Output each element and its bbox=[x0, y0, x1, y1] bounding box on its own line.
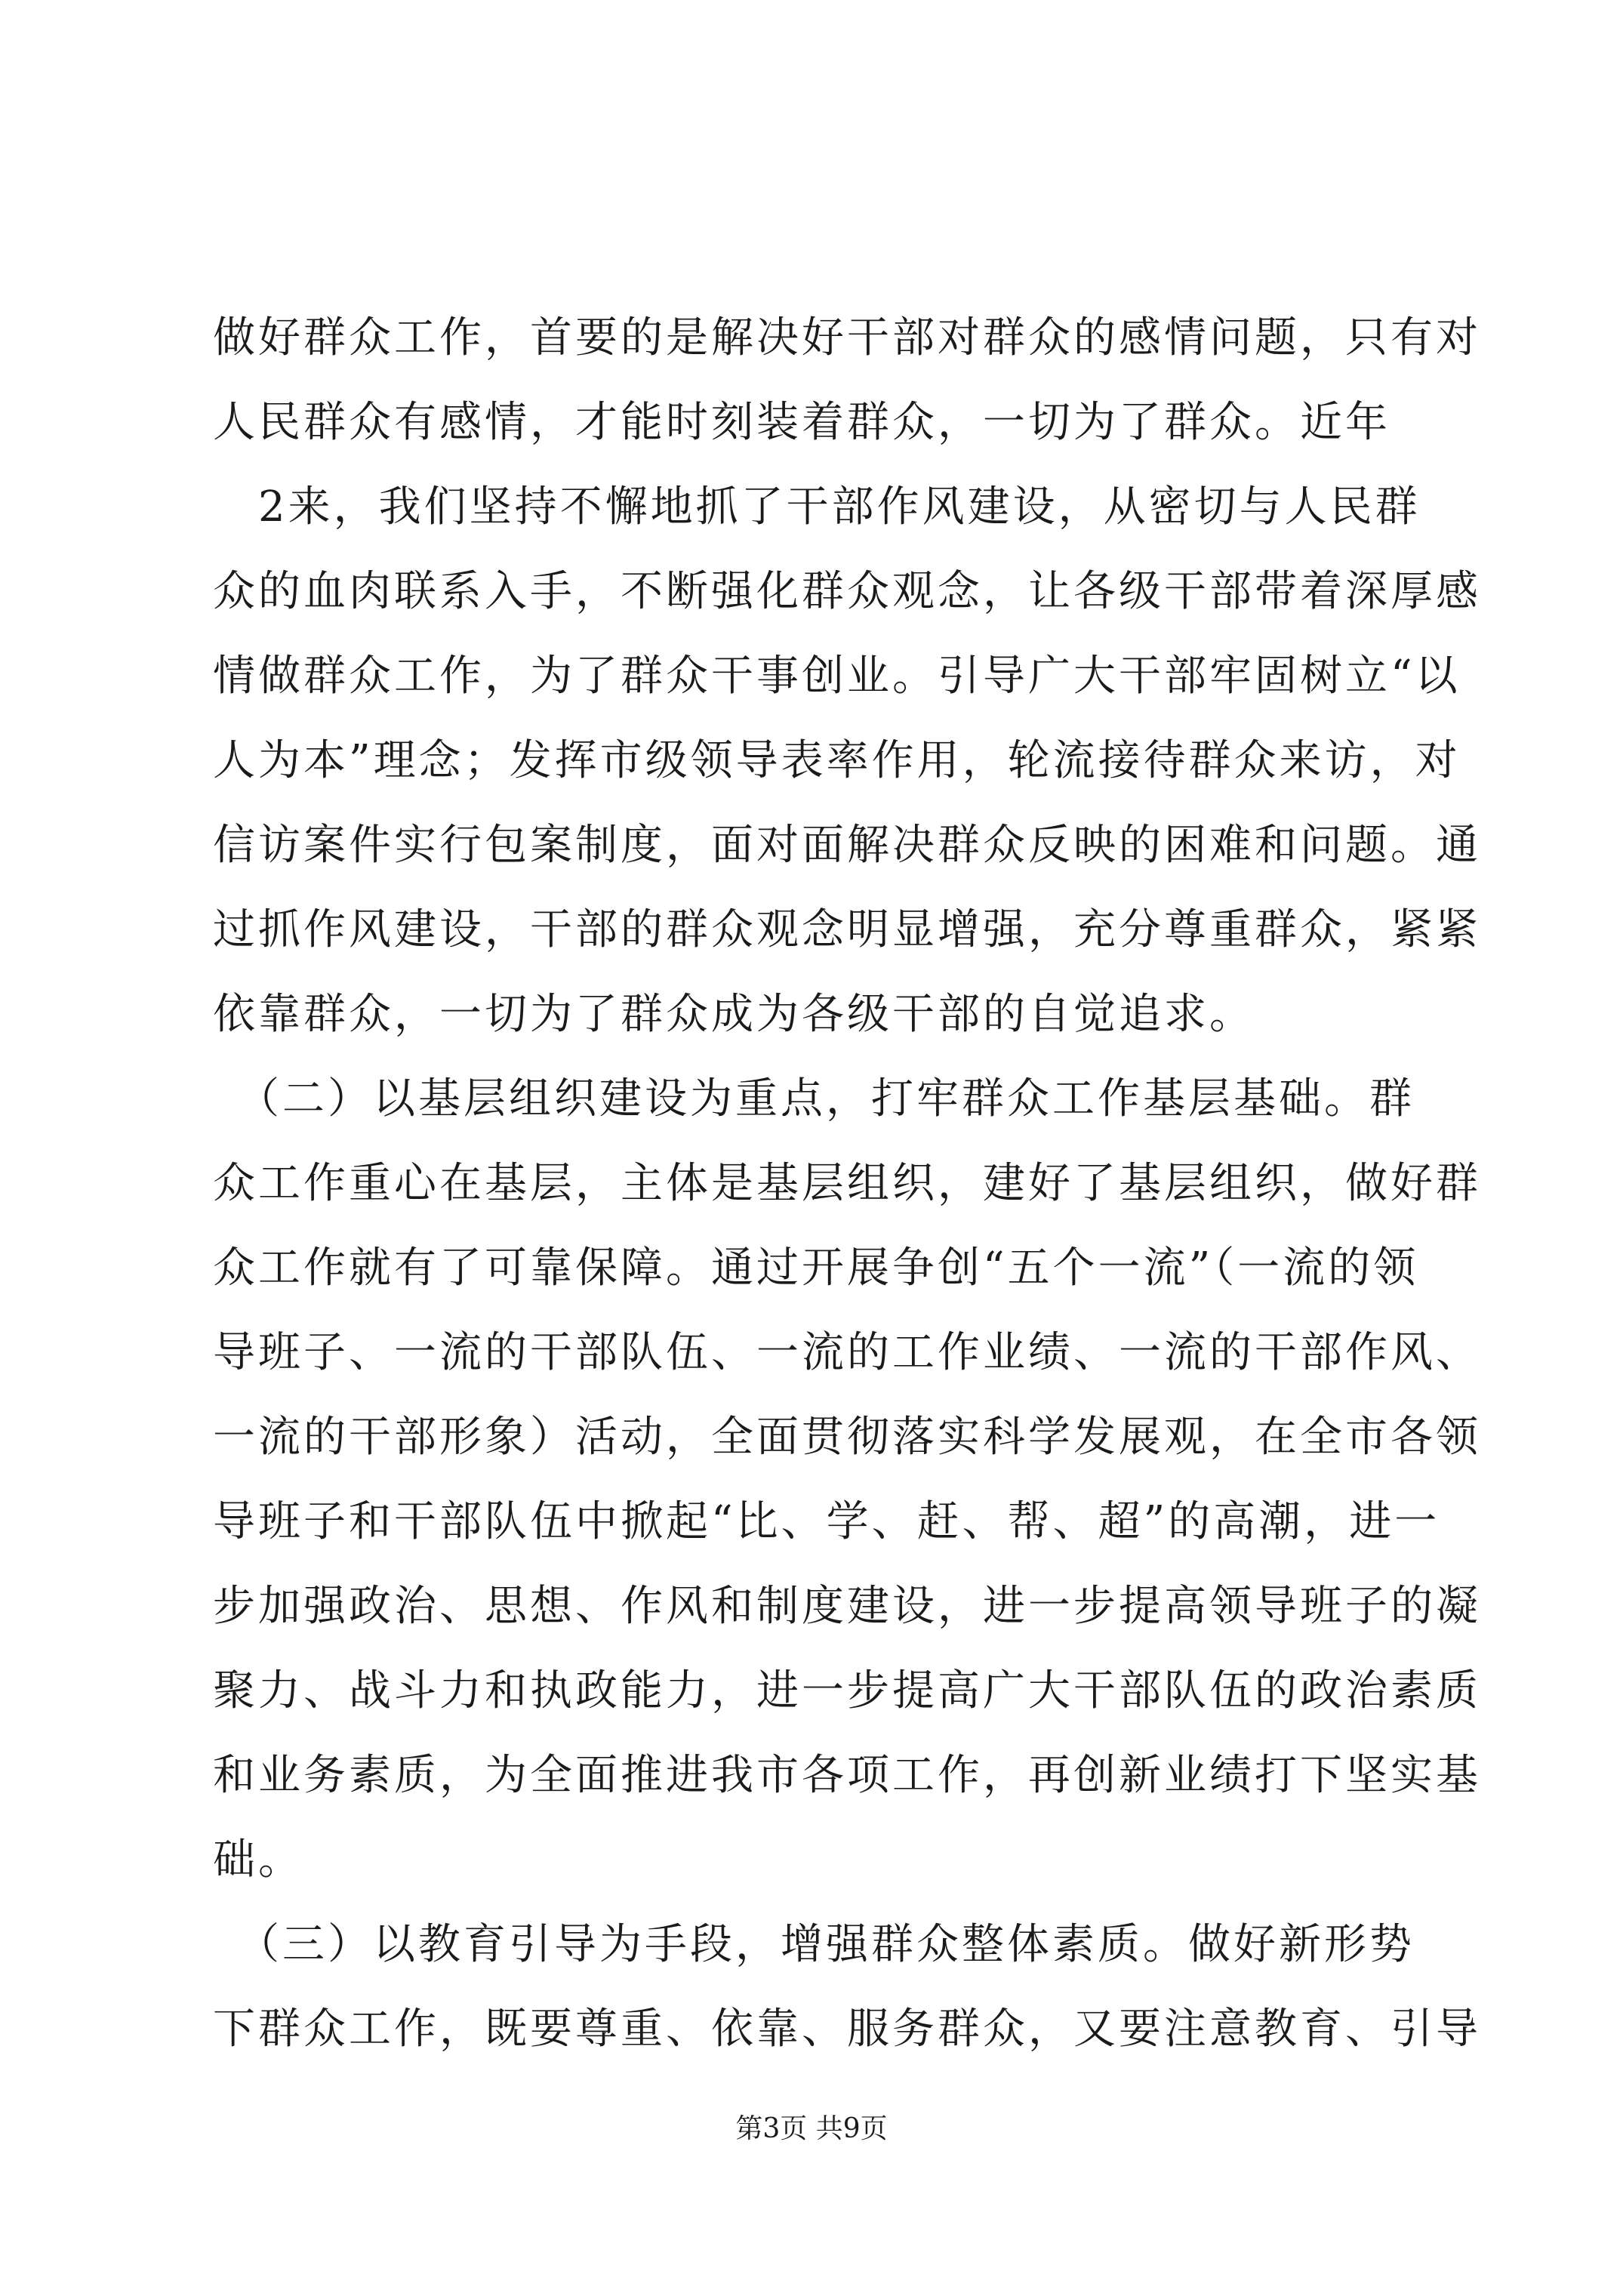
text-line: 过抓作风建设，干部的群众观念明显增强，充分尊重群众，紧紧 bbox=[213, 905, 1481, 954]
text-line: 情做群众工作，为了群众干事创业。引导广大干部牢固树立“以 bbox=[213, 652, 1461, 701]
text-line: 聚力、战斗力和执政能力，进一步提高广大干部队伍的政治素质 bbox=[213, 1666, 1481, 1715]
text-line: 和业务素质，为全面推进我市各项工作，再创新业绩打下坚实基 bbox=[213, 1751, 1481, 1800]
page-footer bbox=[0, 2110, 1623, 2148]
text-line: 一流的干部形象）活动，全面贯彻落实科学发展观，在全市各领 bbox=[213, 1413, 1481, 1462]
text-line: （二）以基层组织建设为重点，打牢群众工作基层基础。群 bbox=[213, 1074, 1415, 1123]
text-line: 众工作就有了可靠保障。通过开展争创“五个一流”（一流的领 bbox=[213, 1244, 1419, 1293]
text-line: 做好群众工作，首要的是解决好干部对群众的感情问题，只有对 bbox=[213, 313, 1481, 362]
text-line: 人为本”理念；发挥市级领导表率作用，轮流接待群众来访，对 bbox=[213, 736, 1461, 785]
text-line: （三）以教育引导为手段，增强群众整体素质。做好新形势 bbox=[213, 1920, 1415, 1969]
text-line: 依靠群众，一切为了群众成为各级干部的自觉追求。 bbox=[213, 990, 1255, 1039]
text-line: 人民群众有感情，才能时刻装着群众，一切为了群众。近年 bbox=[213, 398, 1390, 447]
text-line: 众工作重心在基层，主体是基层组织，建好了基层组织，做好群 bbox=[213, 1159, 1481, 1208]
text-line: 步加强政治、思想、作风和制度建设，进一步提高领导班子的凝 bbox=[213, 1582, 1481, 1631]
text-line: 导班子和干部队伍中掀起“比、学、赶、帮、超”的高潮，进一 bbox=[213, 1497, 1440, 1546]
text-line: 导班子、一流的干部队伍、一流的工作业绩、一流的干部作风、 bbox=[213, 1328, 1481, 1377]
text-line: 下群众工作，既要尊重、依靠、服务群众，又要注意教育、引导 bbox=[213, 2005, 1481, 2054]
text-line: 众的血肉联系入手，不断强化群众观念，让各级干部带着深厚感 bbox=[213, 567, 1481, 616]
text-line: 信访案件实行包案制度，面对面解决群众反映的困难和问题。通 bbox=[213, 821, 1481, 870]
body-text bbox=[213, 296, 1481, 2072]
text-line: 础。 bbox=[213, 1835, 303, 1885]
text-line: 2来，我们坚持不懈地抓了干部作风建设，从密切与人民群 bbox=[213, 482, 1421, 532]
page-number: 第3页 共9页 bbox=[735, 2113, 888, 2144]
